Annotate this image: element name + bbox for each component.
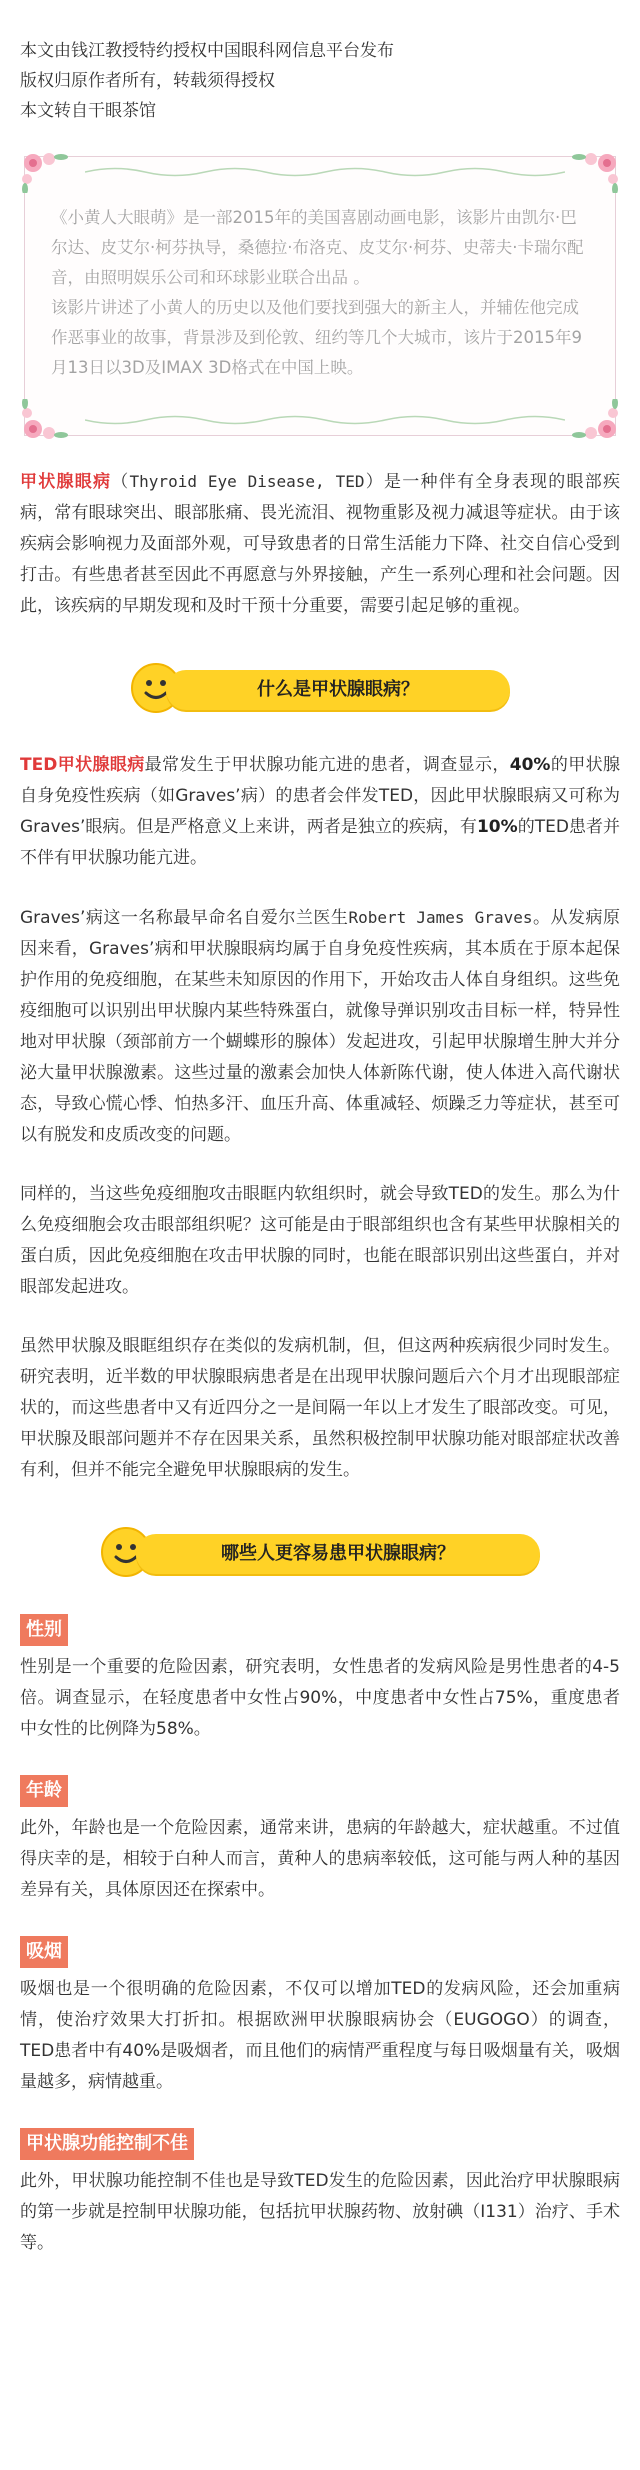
card-paragraph-2: 该影片讲述了小黄人的历史以及他们要找到强大的新主人，并辅佐他完成作恶事业的故事，背景涉及到伦敦、纽约等几个大城市，该片于2015年9月13日以3D及IMAX 3D格式在中国上映。 [51,298,582,377]
risk-text: 此外，甲状腺功能控制不佳也是导致TED发生的危险因素，因此治疗甲状腺眼病的第一步就是控制甲状腺功能，包括抗甲状腺药物、放射碘（I131）治疗、手术等。 [20,2171,620,2253]
intro-text-1: （ [111,472,130,492]
copyright-line-1: 本文由钱江教授特约授权中国眼科网信息平台发布 [20,41,394,61]
section-title-label: 什么是甲状腺眼病？ [166,670,510,710]
section1-paragraph-3: 同样的，当这些免疫细胞攻击眼眶内软组织时，就会导致TED的发生。那么为什么免疫细胞会攻击眼部组织呢？这可能是由于眼部组织也含有某些甲状腺相关的蛋白质，因此免疫细胞在攻击甲状腺的同时，也能在眼部识别出这些蛋白，并对眼部发起进攻。 [20,1184,620,1297]
risk-factor-age [20,1775,620,1906]
flower-corner-icon [19,399,83,443]
p1-stat-40: 40% [509,755,551,775]
p1-stat-10: 10% [476,817,518,837]
copyright-header [20,36,620,126]
intro-text-2: ）是一种伴有全身表现的眼部疾病，常有眼球突出、眼部胀痛、畏光流泪、视物重影及视力减退等症状。由于该疾病会影响视力及面部外观，可导致患者的日常生活能力下降、社交自信心受到打击。有些患者甚至因此不再愿意与外界接触，产生一系列心理和社会问题。因此，该疾病的早期发现和及时干预十分重要，需要引起足够的重视。 [20,472,621,616]
p1-text-e: 的TED患者并不伴有甲状腺功能亢进。 [20,817,621,868]
p1-text-a: 最常发生于甲状腺功能亢进的患者，调查显示， [144,755,510,775]
flower-corner-icon [19,149,83,193]
intro-term: 甲状腺眼病 [20,472,112,492]
section-title-label: 哪些人更容易患甲状腺眼病？ [136,1534,540,1574]
section1-paragraph-4: 虽然甲状腺及眼眶组织存在类似的发病机制，但，但这两种疾病很少同时发生。研究表明，近半数的甲状腺眼病患者是在出现甲状腺问题后六个月才出现眼部症状的，而这些患者中又有近四分之一是间隔一年以上才发生了眼部改变。可见，甲状腺及眼部问题并不存在因果关系，虽然积极控制甲状腺功能对眼部症状改善有利，但并不能完全避免甲状腺眼病的发生。 [20,1336,620,1480]
risk-tag: 性别 [20,1614,68,1646]
risk-tag: 年龄 [20,1775,68,1807]
risk-factor-thyroid-control [20,2128,620,2259]
p2-doctor-name: Robert James Graves [348,908,533,927]
flower-corner-icon [557,399,621,443]
risk-text: 吸烟也是一个很明确的危险因素，不仅可以增加TED的发病风险，还会加重病情，使治疗效果大打折扣。根据欧洲甲状腺眼病协会（EUGOGO）的调查，TED患者中有40%是吸烟者，而且他们的病情严重程度与每日吸烟量有关，吸烟量越多，病情越重。 [20,1979,620,2092]
copyright-line-2: 版权归原作者所有，转载须得授权 [20,71,275,91]
p2-text-b: 。从发病原因来看，Graves’病和甲状腺眼病均属于自身免疫性疾病，其本质在于原本起保护作用的免疫细胞，在某些未知原因的作用下，开始攻击人体自身组织。这些免疫细胞可以识别出甲状腺内某些特殊蛋白，就像导弹识别攻击目标一样，特异性地对甲状腺（颈部前方一个蝴蝶形的腺体）发起进攻，引起甲状腺增生肿大并分泌大量甲状腺激素。这些过量的激素会加快人体新陈代谢，使人体进入高代谢状态，导致心慌心悸、怕热多汗、血压升高、体重减轻、烦躁乏力等症状，甚至可以有脱发和皮质改变的问题。 [20,908,621,1145]
copyright-line-3: 本文转自干眼茶馆 [20,101,156,121]
flower-corner-icon [557,149,621,193]
ted-term: TED甲状腺眼病 [20,755,145,775]
card-paragraph-1: 《小黄人大眼萌》是一部2015年的美国喜剧动画电影，该影片由凯尔·巴尔达、皮艾尔·柯芬执导，桑德拉·布洛克、皮艾尔·柯芬、史蒂夫·卡瑞尔配音，由照明娱乐公司和环球影业联合出品 。 [51,208,584,287]
risk-tag: 吸烟 [20,1936,68,1968]
risk-tag: 甲状腺功能控制不佳 [20,2128,194,2160]
section-title-risk-groups [100,1526,540,1578]
intro-paragraph [20,466,620,622]
vine-border-icon [85,165,565,179]
floral-quote-card [24,156,616,436]
p1-text-c: 的甲状腺自身免疫性疾病（如Graves’病）的患者会伴发TED，因此甲状腺眼病又可称为Graves’眼病。但是严格意义上来讲，两者是独立的疾病，有 [20,755,620,837]
section1-paragraph-2 [20,902,620,1151]
risk-text: 此外，年龄也是一个危险因素，通常来讲，患病的年龄越大，症状越重。不过值得庆幸的是，相较于白种人而言，黄种人的患病率较低，这可能与两人种的基因差异有关，具体原因还在探索中。 [20,1818,620,1900]
risk-factor-smoking [20,1936,620,2098]
vine-border-icon [85,413,565,427]
section-title-what-is-ted [130,662,510,714]
intro-term-en: Thyroid Eye Disease, TED [129,472,365,491]
section1-paragraph-1 [20,750,620,874]
p2-text-a: Graves’病这一名称最早命名自爱尔兰医生 [20,908,349,928]
risk-factor-gender [20,1614,620,1745]
risk-text: 性别是一个重要的危险因素，研究表明，女性患者的发病风险是男性患者的4-5倍。调查显示，在轻度患者中女性占90%，中度患者中女性占75%，重度患者中女性的比例降为58%。 [20,1657,620,1739]
